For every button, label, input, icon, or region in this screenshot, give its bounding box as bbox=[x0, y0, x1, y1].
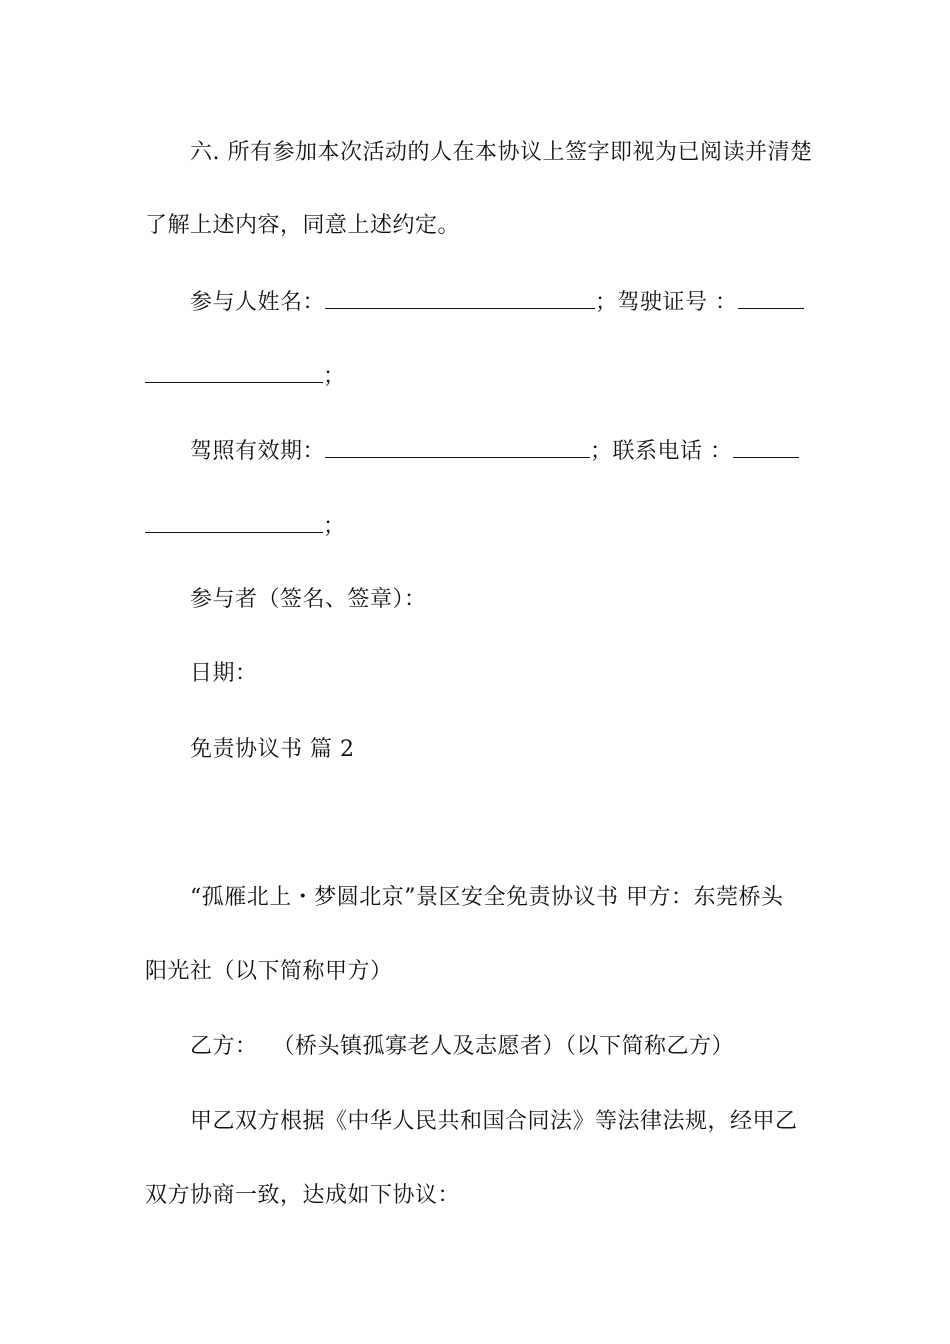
line-end-semicolon: ； bbox=[323, 514, 346, 539]
participant-name-row bbox=[190, 286, 810, 318]
participant-name-label: 参与人姓名： bbox=[190, 290, 326, 315]
driver-license-continuation-row bbox=[145, 360, 810, 392]
party-b-line: 乙方： （桥头镇孤寡老人及志愿者）（以下简称乙方） bbox=[190, 1034, 734, 1059]
date-label: 日期： bbox=[190, 661, 258, 686]
driver-license-field-continued[interactable] bbox=[145, 360, 323, 383]
clause-six-line-2: 了解上述内容，同意上述约定。 bbox=[145, 213, 461, 238]
agreement-intro-line-2: 双方协商一致，达成如下协议： bbox=[145, 1183, 461, 1208]
phone-continuation-row bbox=[145, 510, 810, 542]
phone-field[interactable] bbox=[733, 435, 799, 458]
phone-field-continued[interactable] bbox=[145, 510, 323, 533]
license-validity-label: 驾照有效期： bbox=[190, 439, 326, 464]
clause-six-line-1: 六. 所有参加本次活动的人在本协议上签字即视为已阅读并清楚 bbox=[190, 140, 813, 165]
license-validity-field[interactable] bbox=[325, 435, 590, 458]
license-validity-row bbox=[190, 435, 810, 467]
signature-label: 参与者（签名、签章）： bbox=[190, 587, 427, 612]
phone-label: ；联系电话 ： bbox=[590, 439, 733, 464]
participant-name-field[interactable] bbox=[325, 286, 595, 309]
driver-license-field[interactable] bbox=[738, 286, 804, 309]
agreement-title-line-2: 阳光社（以下简称甲方） bbox=[145, 959, 393, 984]
section-heading: 免责协议书 篇 2 bbox=[190, 737, 355, 762]
driver-license-label: ；驾驶证号 ： bbox=[595, 290, 738, 315]
agreement-title-line-1: “孤雁北上・梦圆北京”景区安全免责协议书 甲方：东莞桥头 bbox=[190, 885, 784, 910]
agreement-intro-line-1: 甲乙双方根据《中华人民共和国合同法》等法律法规，经甲乙 bbox=[190, 1109, 798, 1134]
line-end-semicolon: ； bbox=[323, 364, 346, 389]
